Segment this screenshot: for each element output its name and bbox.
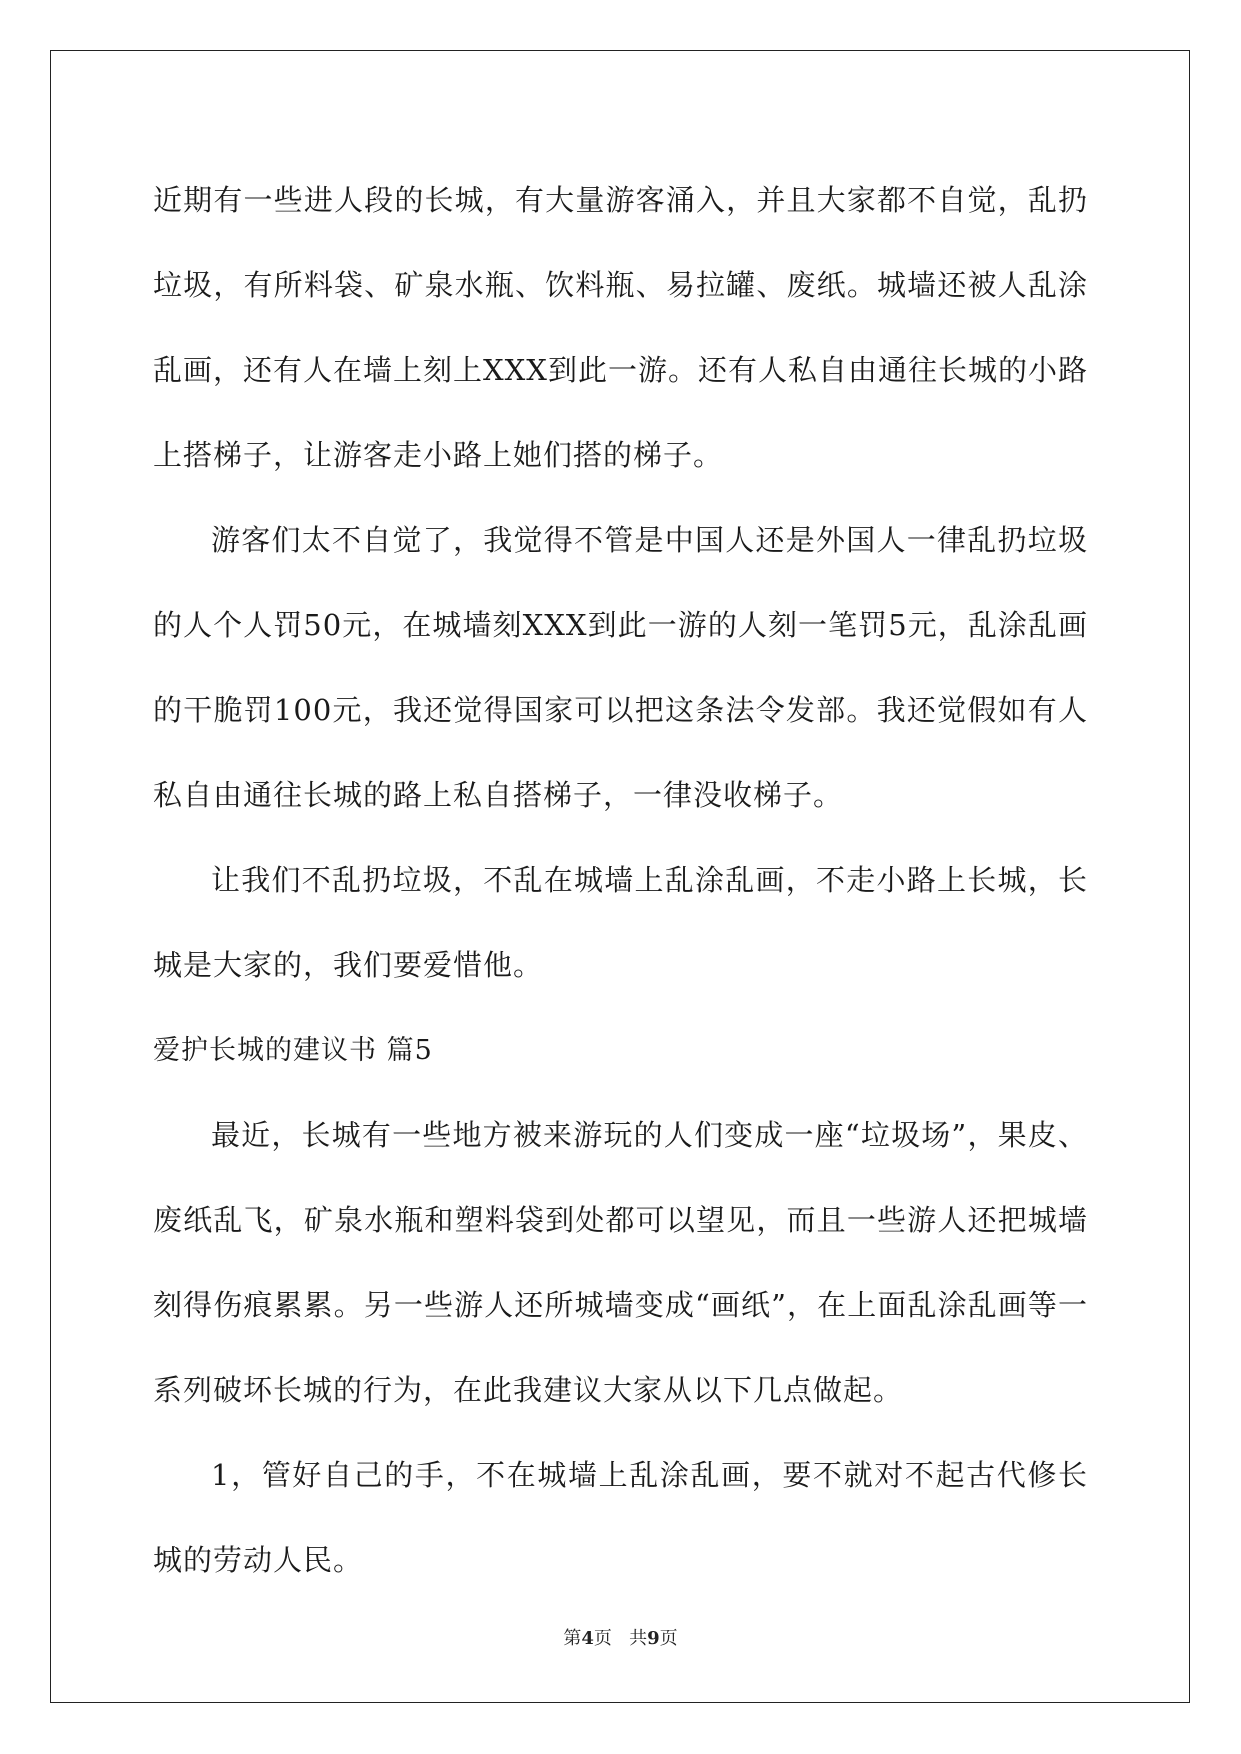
footer-total-suffix: 页 xyxy=(659,1628,678,1649)
paragraph-2: 游客们太不自觉了，我觉得不管是中国人还是外国人一律乱扔垃圾的人个人罚50元，在城墙刻XXX到此一游的人刻一笔罚5元，乱涂乱画的干脆罚100元，我还觉得国家可以把这条法令发部。我还觉假如有人私自由通往长城的路上私自搭梯子，一律没收梯子。 xyxy=(153,523,1088,812)
paragraph-3: 让我们不乱扔垃圾，不乱在城墙上乱涂乱画，不走小路上长城，长城是大家的，我们要爱惜他。 xyxy=(153,863,1088,982)
section-heading: 爱护长城的建议书 篇5 xyxy=(153,1035,433,1066)
page-footer xyxy=(0,1624,1241,1650)
paragraph-5: 1，管好自己的手，不在城墙上乱涂乱画，要不就对不起古代修长城的劳动人民。 xyxy=(153,1458,1088,1577)
footer-total-pages: 9 xyxy=(647,1628,660,1649)
footer-prefix: 第 xyxy=(563,1628,582,1649)
document-body xyxy=(153,158,1088,1603)
footer-page-number: 4 xyxy=(581,1628,594,1649)
paragraph-4: 最近，长城有一些地方被来游玩的人们变成一座“垃圾场”，果皮、废纸乱飞，矿泉水瓶和塑料袋到处都可以望见，而且一些游人还把城墙刻得伤痕累累。另一些游人还所城墙变成“画纸”，在上面乱涂乱画等一系列破坏长城的行为，在此我建议大家从以下几点做起。 xyxy=(153,1118,1088,1407)
footer-total-prefix: 共 xyxy=(629,1628,648,1649)
footer-page-suffix: 页 xyxy=(593,1628,612,1649)
paragraph-1: 近期有一些进人段的长城，有大量游客涌入，并且大家都不自觉，乱扔垃圾，有所料袋、矿泉水瓶、饮料瓶、易拉罐、废纸。城墙还被人乱涂乱画，还有人在墙上刻上XXX到此一游。还有人私自由通往长城的小路上搭梯子，让游客走小路上她们搭的梯子。 xyxy=(153,183,1088,472)
